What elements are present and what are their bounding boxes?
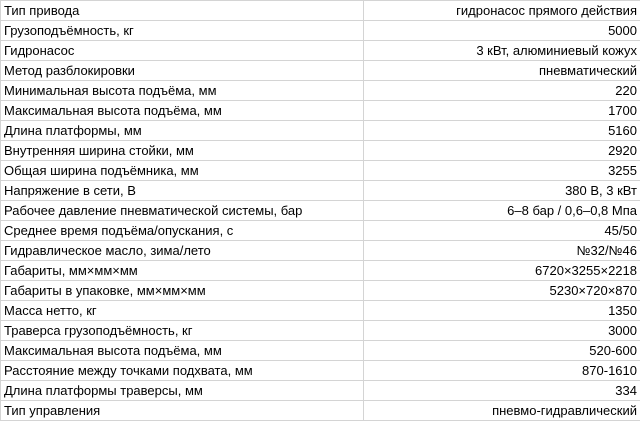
- table-row: [1, 61, 640, 81]
- parameter-cell: Тип управления: [1, 401, 364, 421]
- table-row: [1, 21, 640, 41]
- table-row: [1, 361, 640, 381]
- table-row: [1, 181, 640, 201]
- value-cell: гидронасос прямого действия: [364, 1, 640, 21]
- table-row: [1, 141, 640, 161]
- table-row: [1, 161, 640, 181]
- parameter-cell: Внутренняя ширина стойки, мм: [1, 141, 364, 161]
- parameter-cell: Грузоподъёмность, кг: [1, 21, 364, 41]
- parameter-cell: Гидронасос: [1, 41, 364, 61]
- value-cell: №32/№46: [364, 241, 640, 261]
- table-row: [1, 381, 640, 401]
- value-cell: 220: [364, 81, 640, 101]
- value-cell: пневматический: [364, 61, 640, 81]
- table-row: [1, 41, 640, 61]
- parameter-cell: Тип привода: [1, 1, 364, 21]
- value-cell: 3255: [364, 161, 640, 181]
- parameter-cell: Минимальная высота подъёма, мм: [1, 81, 364, 101]
- value-cell: 3 кВт, алюминиевый кожух: [364, 41, 640, 61]
- value-cell: 5000: [364, 21, 640, 41]
- specifications-table-body: [1, 1, 640, 421]
- parameter-cell: Рабочее давление пневматической системы, бар: [1, 201, 364, 221]
- value-cell: 5230×720×870: [364, 281, 640, 301]
- parameter-cell: Общая ширина подъёмника, мм: [1, 161, 364, 181]
- table-row: [1, 301, 640, 321]
- table-row: [1, 201, 640, 221]
- value-cell: 1700: [364, 101, 640, 121]
- parameter-cell: Габариты, мм×мм×мм: [1, 261, 364, 281]
- value-cell: 5160: [364, 121, 640, 141]
- table-row: [1, 121, 640, 141]
- parameter-cell: Длина платформы, мм: [1, 121, 364, 141]
- value-cell: 3000: [364, 321, 640, 341]
- value-cell: 380 В, 3 кВт: [364, 181, 640, 201]
- table-row: [1, 101, 640, 121]
- parameter-cell: Среднее время подъёма/опускания, с: [1, 221, 364, 241]
- table-row: [1, 341, 640, 361]
- parameter-cell: Габариты в упаковке, мм×мм×мм: [1, 281, 364, 301]
- parameter-cell: Максимальная высота подъёма, мм: [1, 341, 364, 361]
- value-cell: 6720×3255×2218: [364, 261, 640, 281]
- table-row: [1, 221, 640, 241]
- value-cell: 334: [364, 381, 640, 401]
- value-cell: 870-1610: [364, 361, 640, 381]
- table-row: [1, 401, 640, 421]
- parameter-cell: Траверса грузоподъёмность, кг: [1, 321, 364, 341]
- table-row: [1, 281, 640, 301]
- parameter-cell: Максимальная высота подъёма, мм: [1, 101, 364, 121]
- value-cell: пневмо-гидравлический: [364, 401, 640, 421]
- parameter-cell: Расстояние между точками подхвата, мм: [1, 361, 364, 381]
- table-row: [1, 81, 640, 101]
- value-cell: 45/50: [364, 221, 640, 241]
- parameter-cell: Гидравлическое масло, зима/лето: [1, 241, 364, 261]
- parameter-cell: Длина платформы траверсы, мм: [1, 381, 364, 401]
- parameter-cell: Масса нетто, кг: [1, 301, 364, 321]
- value-cell: 520-600: [364, 341, 640, 361]
- value-cell: 6–8 бар / 0,6–0,8 Мпа: [364, 201, 640, 221]
- parameter-cell: Метод разблокировки: [1, 61, 364, 81]
- table-row: [1, 241, 640, 261]
- parameter-cell: Напряжение в сети, В: [1, 181, 364, 201]
- value-cell: 2920: [364, 141, 640, 161]
- value-cell: 1350: [364, 301, 640, 321]
- table-row: [1, 261, 640, 281]
- table-row: [1, 321, 640, 341]
- table-row: [1, 1, 640, 21]
